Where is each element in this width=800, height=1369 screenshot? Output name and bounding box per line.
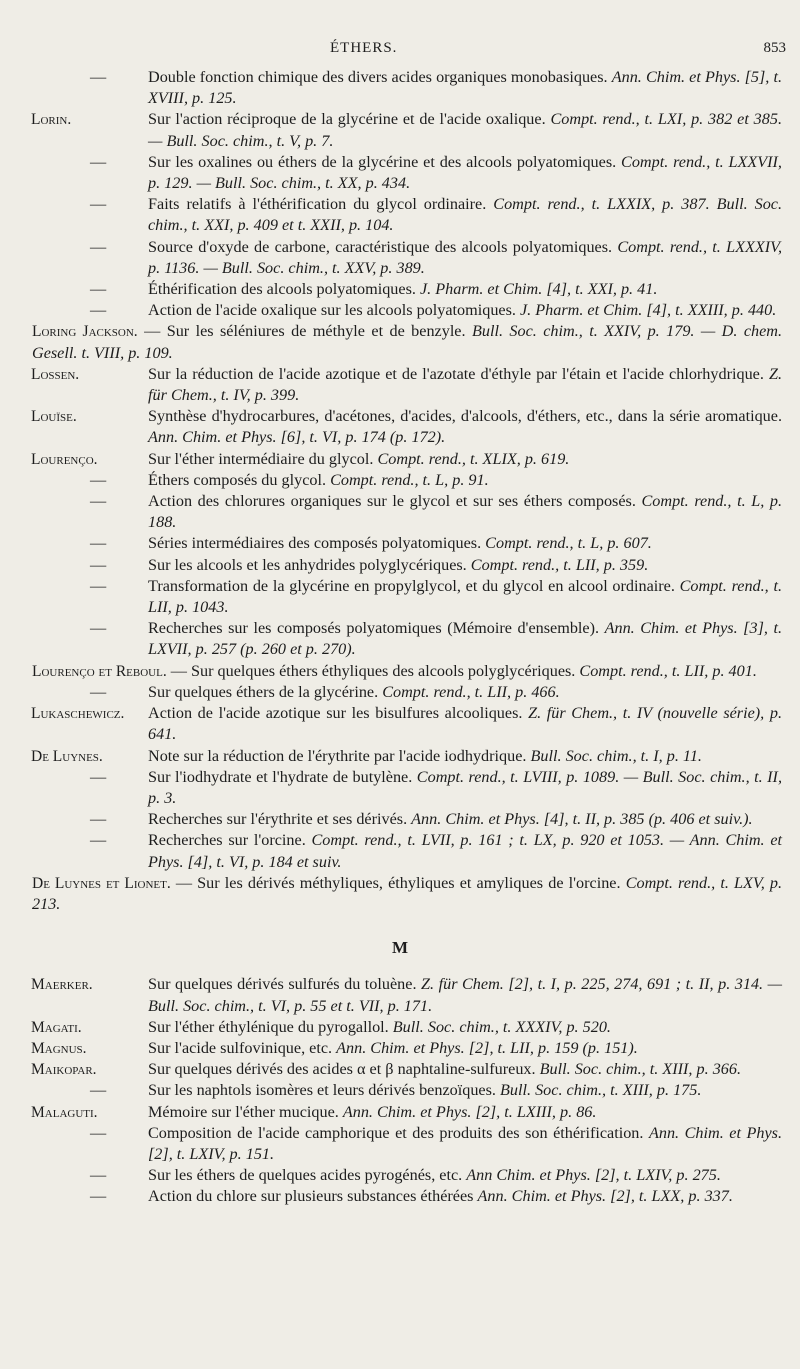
entry-author: De Luynes et Lionet. xyxy=(32,874,171,892)
entry-author: Maikopar. xyxy=(31,1061,97,1079)
entry-reference: Compt. rend., t. LXXVII, p. 129. — Bull. Soc. chim., t. XX, p. 434. xyxy=(148,152,782,193)
bibliography-entry xyxy=(0,703,800,745)
entry-title: Sur l'éther intermédiaire du glycol. xyxy=(148,449,374,468)
bibliography-entry xyxy=(0,618,800,660)
entry-reference: Compt. rend., t. XLIX, p. 619. xyxy=(377,449,570,468)
entry-reference: Compt. rend., t. LVIII, p. 1089. — Bull. Soc. chim., t. II, p. 3. xyxy=(148,767,782,807)
bibliography-entry xyxy=(0,661,800,682)
entry-reference: Ann. Chim. et Phys. [6], t. VI, p. 174 (p. 172). xyxy=(148,428,446,447)
entry-reference: Ann. Chim. et Phys. [2], t. LXIV, p. 151. xyxy=(148,1123,782,1163)
entry-title: Source d'oxyde de carbone, caractéristique des alcools polyatomiques. xyxy=(148,237,613,256)
entry-reference: Z. für Chem., t. IV, p. 399. xyxy=(148,364,782,405)
running-title: ÉTHERS. xyxy=(330,40,398,56)
entry-reference: Bull. Soc. chim., t. XIII, p. 175. xyxy=(500,1081,702,1100)
ditto-dash: — xyxy=(90,237,107,256)
entry-reference: Ann Chim. et Phys. [2], t. LXIV, p. 275. xyxy=(466,1166,721,1185)
bibliography-entry xyxy=(0,67,800,109)
bibliography-entry xyxy=(0,279,800,300)
entry-reference: Bull. Soc. chim., t. XXXIV, p. 520. xyxy=(392,1017,611,1036)
bibliography-entry xyxy=(0,1080,800,1101)
bibliography-entry xyxy=(0,1038,800,1059)
page-number: 853 xyxy=(763,40,786,56)
entry-reference: Ann. Chim. et Phys. [4], t. II, p. 385 (p. 406 et suiv.). xyxy=(411,810,753,829)
entry-title: Séries intermédiaires des composés polyatomiques. xyxy=(148,534,482,553)
entry-title: Composition de l'acide camphorique et des produits des son éthérification. xyxy=(148,1123,644,1142)
bibliography-entry xyxy=(0,470,800,491)
ditto-dash: — xyxy=(90,1081,107,1100)
entry-title: Mémoire sur l'éther mucique. xyxy=(148,1102,339,1121)
bibliography-entry xyxy=(0,1165,800,1186)
bibliography-list xyxy=(0,67,800,1208)
bibliography-entry xyxy=(0,767,800,809)
bibliography-entry xyxy=(0,152,800,194)
ditto-dash: — xyxy=(90,1166,107,1185)
entry-reference: Compt. rend., t. LXXIX, p. 387. Bull. Soc. chim., t. XXI, p. 409 et t. XXII, p. 104. xyxy=(148,195,783,235)
entry-title: Synthèse d'hydrocarbures, d'acétones, d'acides, d'alcools, d'éthers, etc., dans la série aromatique. xyxy=(148,407,782,426)
entry-author: Lourenço. xyxy=(31,450,98,468)
entry-title: Transformation de la glycérine en propylglycol, et du glycol en alcool ordinaire. xyxy=(148,576,675,595)
entry-title: Action de l'acide azotique sur les bisulfures alcooliques. xyxy=(148,704,523,723)
entry-reference: Compt. rend., t. LXI, p. 382 et 385. — Bull. Soc. chim., t. V, p. 7. xyxy=(148,110,782,150)
entry-author: Loring Jackson. xyxy=(32,323,138,341)
entry-reference: Ann. Chim. et Phys. [5], t. XVIII, p. 125. xyxy=(148,68,782,108)
bibliography-entry xyxy=(0,1186,800,1207)
ditto-dash: — xyxy=(90,576,107,595)
entry-title: Action de l'acide oxalique sur les alcools polyatomiques. xyxy=(148,301,516,320)
entry-reference: J. Pharm. et Chim. [4], t. XXIII, p. 440. xyxy=(520,301,777,320)
entry-author: Magnus. xyxy=(31,1039,87,1057)
entry-author: Magati. xyxy=(31,1018,82,1036)
bibliography-entry xyxy=(0,109,800,151)
entry-reference: Z. für Chem., t. IV (nouvelle série), p. 641. xyxy=(148,704,782,744)
entry-title: Éthérification des alcools polyatomiques. xyxy=(148,280,416,299)
entry-reference: Z. für Chem. [2], t. I, p. 225, 274, 691 ; t. II, p. 314. — Bull. Soc. chim., t. VI, p. 55 et t. VII, p. 171. xyxy=(148,975,782,1015)
entry-reference: Ann. Chim. et Phys. [2], t. LII, p. 159 (p. 151). xyxy=(336,1038,638,1057)
bibliography-entry xyxy=(0,1059,800,1080)
bibliography-entry xyxy=(0,830,800,872)
entry-author: Maerker. xyxy=(31,976,93,994)
bibliography-entry xyxy=(0,491,800,533)
entry-title: Note sur la réduction de l'érythrite par l'acide iodhydrique. xyxy=(148,746,527,765)
ditto-dash: — xyxy=(90,152,107,171)
ditto-dash: — xyxy=(90,682,107,701)
entry-title: Sur l'iodhydrate et l'hydrate de butylène. xyxy=(148,767,413,786)
entry-reference: Compt. rend., t. LXXXIV, p. 1136. — Bull. Soc. chim., t. XXV, p. 389. xyxy=(148,237,782,277)
entry-author: Lossen. xyxy=(31,365,80,383)
bibliography-entry xyxy=(0,555,800,576)
bibliography-entry xyxy=(0,1017,800,1038)
ditto-dash: — xyxy=(90,301,107,320)
entry-reference: Bull. Soc. chim., t. I, p. 11. xyxy=(530,746,702,765)
entry-title: Action des chlorures organiques sur le glycol et sur ses éthers composés. xyxy=(148,492,636,511)
entry-title: Sur les éthers de quelques acides pyrogénés, etc. xyxy=(148,1166,463,1185)
entry-title: — Sur les dérivés méthyliques, éthyliques et amyliques de l'orcine. xyxy=(175,873,621,892)
ditto-dash: — xyxy=(90,280,107,299)
bibliography-entry xyxy=(0,1123,800,1165)
entry-reference: Compt. rend., t. LXV, p. 213. xyxy=(32,873,783,913)
bibliography-entry xyxy=(0,194,800,236)
entry-title: Action du chlore sur plusieurs substances éthérées xyxy=(148,1187,474,1206)
entry-title: Recherches sur l'orcine. xyxy=(148,831,306,850)
entry-author: De Luynes. xyxy=(31,747,103,765)
bibliography-entry xyxy=(0,873,800,915)
entry-title: Sur l'éther éthylénique du pyrogallol. xyxy=(148,1017,389,1036)
bibliography-entry xyxy=(0,746,800,767)
entry-reference: Bull. Soc. chim., t. XXIV, p. 179. — D. chem. Gesell. t. VIII, p. 109. xyxy=(32,322,783,362)
entry-title: Sur quelques dérivés des acides α et β naphtaline-sulfureux. xyxy=(148,1060,536,1079)
entry-reference: Compt. rend., t. LII, p. 401. xyxy=(579,661,757,680)
bibliography-entry xyxy=(0,809,800,830)
entry-reference: Bull. Soc. chim., t. XIII, p. 366. xyxy=(539,1060,742,1079)
bibliography-entry xyxy=(0,974,800,1016)
entry-title: Sur les alcools et les anhydrides polyglycériques. xyxy=(148,555,467,574)
ditto-dash: — xyxy=(90,810,107,829)
entry-reference: J. Pharm. et Chim. [4], t. XXI, p. 41. xyxy=(419,280,658,299)
entry-author: Lourenço et Reboul. xyxy=(32,662,167,680)
entry-reference: Ann. Chim. et Phys. [2], t. LXX, p. 337. xyxy=(477,1187,733,1206)
bibliography-entry xyxy=(0,364,800,406)
ditto-dash: — xyxy=(90,1187,107,1206)
entry-reference: Compt. rend., t. LII, p. 1043. xyxy=(148,576,782,617)
ditto-dash: — xyxy=(90,195,107,214)
entry-title: Recherches sur l'érythrite et ses dérivés. xyxy=(148,810,408,829)
bibliography-entry xyxy=(0,1102,800,1123)
ditto-dash: — xyxy=(90,555,107,574)
running-header xyxy=(0,38,800,60)
bibliography-entry xyxy=(0,682,800,703)
bibliography-entry xyxy=(0,576,800,618)
entry-title: — Sur quelques éthers éthyliques des alcools polyglycériques. xyxy=(170,661,576,680)
ditto-dash: — xyxy=(90,492,107,511)
entry-title: Double fonction chimique des divers acides organiques monobasiques. xyxy=(148,68,608,86)
entry-title: Sur l'action réciproque de la glycérine et de l'acide oxalique. xyxy=(148,110,546,129)
section-letter: M xyxy=(391,938,409,958)
entry-title: Recherches sur les composés polyatomiques (Mémoire d'ensemble). xyxy=(148,619,600,638)
entry-reference: Compt. rend., t. LII, p. 359. xyxy=(470,555,649,574)
bibliography-entry xyxy=(0,237,800,279)
entry-reference: Compt. rend., t. L, p. 607. xyxy=(485,534,652,553)
entry-reference: Ann. Chim. et Phys. [2], t. LXIII, p. 86. xyxy=(342,1102,597,1121)
entry-title: Sur quelques éthers de la glycérine. xyxy=(148,682,379,701)
entry-title: Sur la réduction de l'acide azotique et de l'azotate d'éthyle par l'étain et l'acide chlorhydrique. xyxy=(148,364,764,383)
entry-author: Louïse. xyxy=(31,408,77,426)
ditto-dash: — xyxy=(90,470,107,489)
entry-reference: Ann. Chim. et Phys. [3], t. LXVII, p. 257 (p. 260 et p. 270). xyxy=(148,619,783,659)
entry-title: Sur l'acide sulfovinique, etc. xyxy=(148,1038,333,1057)
entry-title: Éthers composés du glycol. xyxy=(148,470,327,489)
entry-author: Lorin. xyxy=(31,111,72,129)
ditto-dash: — xyxy=(90,767,107,786)
entry-author: Malaguti. xyxy=(31,1103,98,1121)
entry-title: Sur les naphtols isomères et leurs dérivés benzoïques. xyxy=(148,1081,496,1100)
bibliography-entry xyxy=(0,321,800,363)
entry-reference: Compt. rend., t. L, p. 188. xyxy=(148,492,783,532)
entry-author: Lukaschewicz. xyxy=(31,705,125,723)
bibliography-entry xyxy=(0,533,800,554)
entry-reference: Compt. rend., t. LII, p. 466. xyxy=(382,682,560,701)
ditto-dash: — xyxy=(90,831,107,850)
ditto-dash: — xyxy=(90,534,107,553)
ditto-dash: — xyxy=(90,68,107,86)
ditto-dash: — xyxy=(90,619,107,638)
ditto-dash: — xyxy=(90,1123,107,1142)
entry-title: Sur quelques dérivés sulfurés du toluène. xyxy=(148,975,417,994)
entry-reference: Compt. rend., t. LVII, p. 161 ; t. LX, p. 920 et 1053. — Ann. Chim. et Phys. [4], t. VI, p. 184 et suiv. xyxy=(148,831,782,871)
bibliography-entry xyxy=(0,300,800,321)
entry-title: Faits relatifs à l'éthérification du glycol ordinaire. xyxy=(148,195,487,214)
entry-reference: Compt. rend., t. L, p. 91. xyxy=(330,470,489,489)
bibliography-entry xyxy=(0,449,800,470)
bibliography-entry xyxy=(0,406,800,448)
entry-title: Sur les oxalines ou éthers de la glycérine et des alcools polyatomiques. xyxy=(148,152,617,171)
entry-title: — Sur les séléniures de méthyle et de benzyle. xyxy=(144,322,466,341)
